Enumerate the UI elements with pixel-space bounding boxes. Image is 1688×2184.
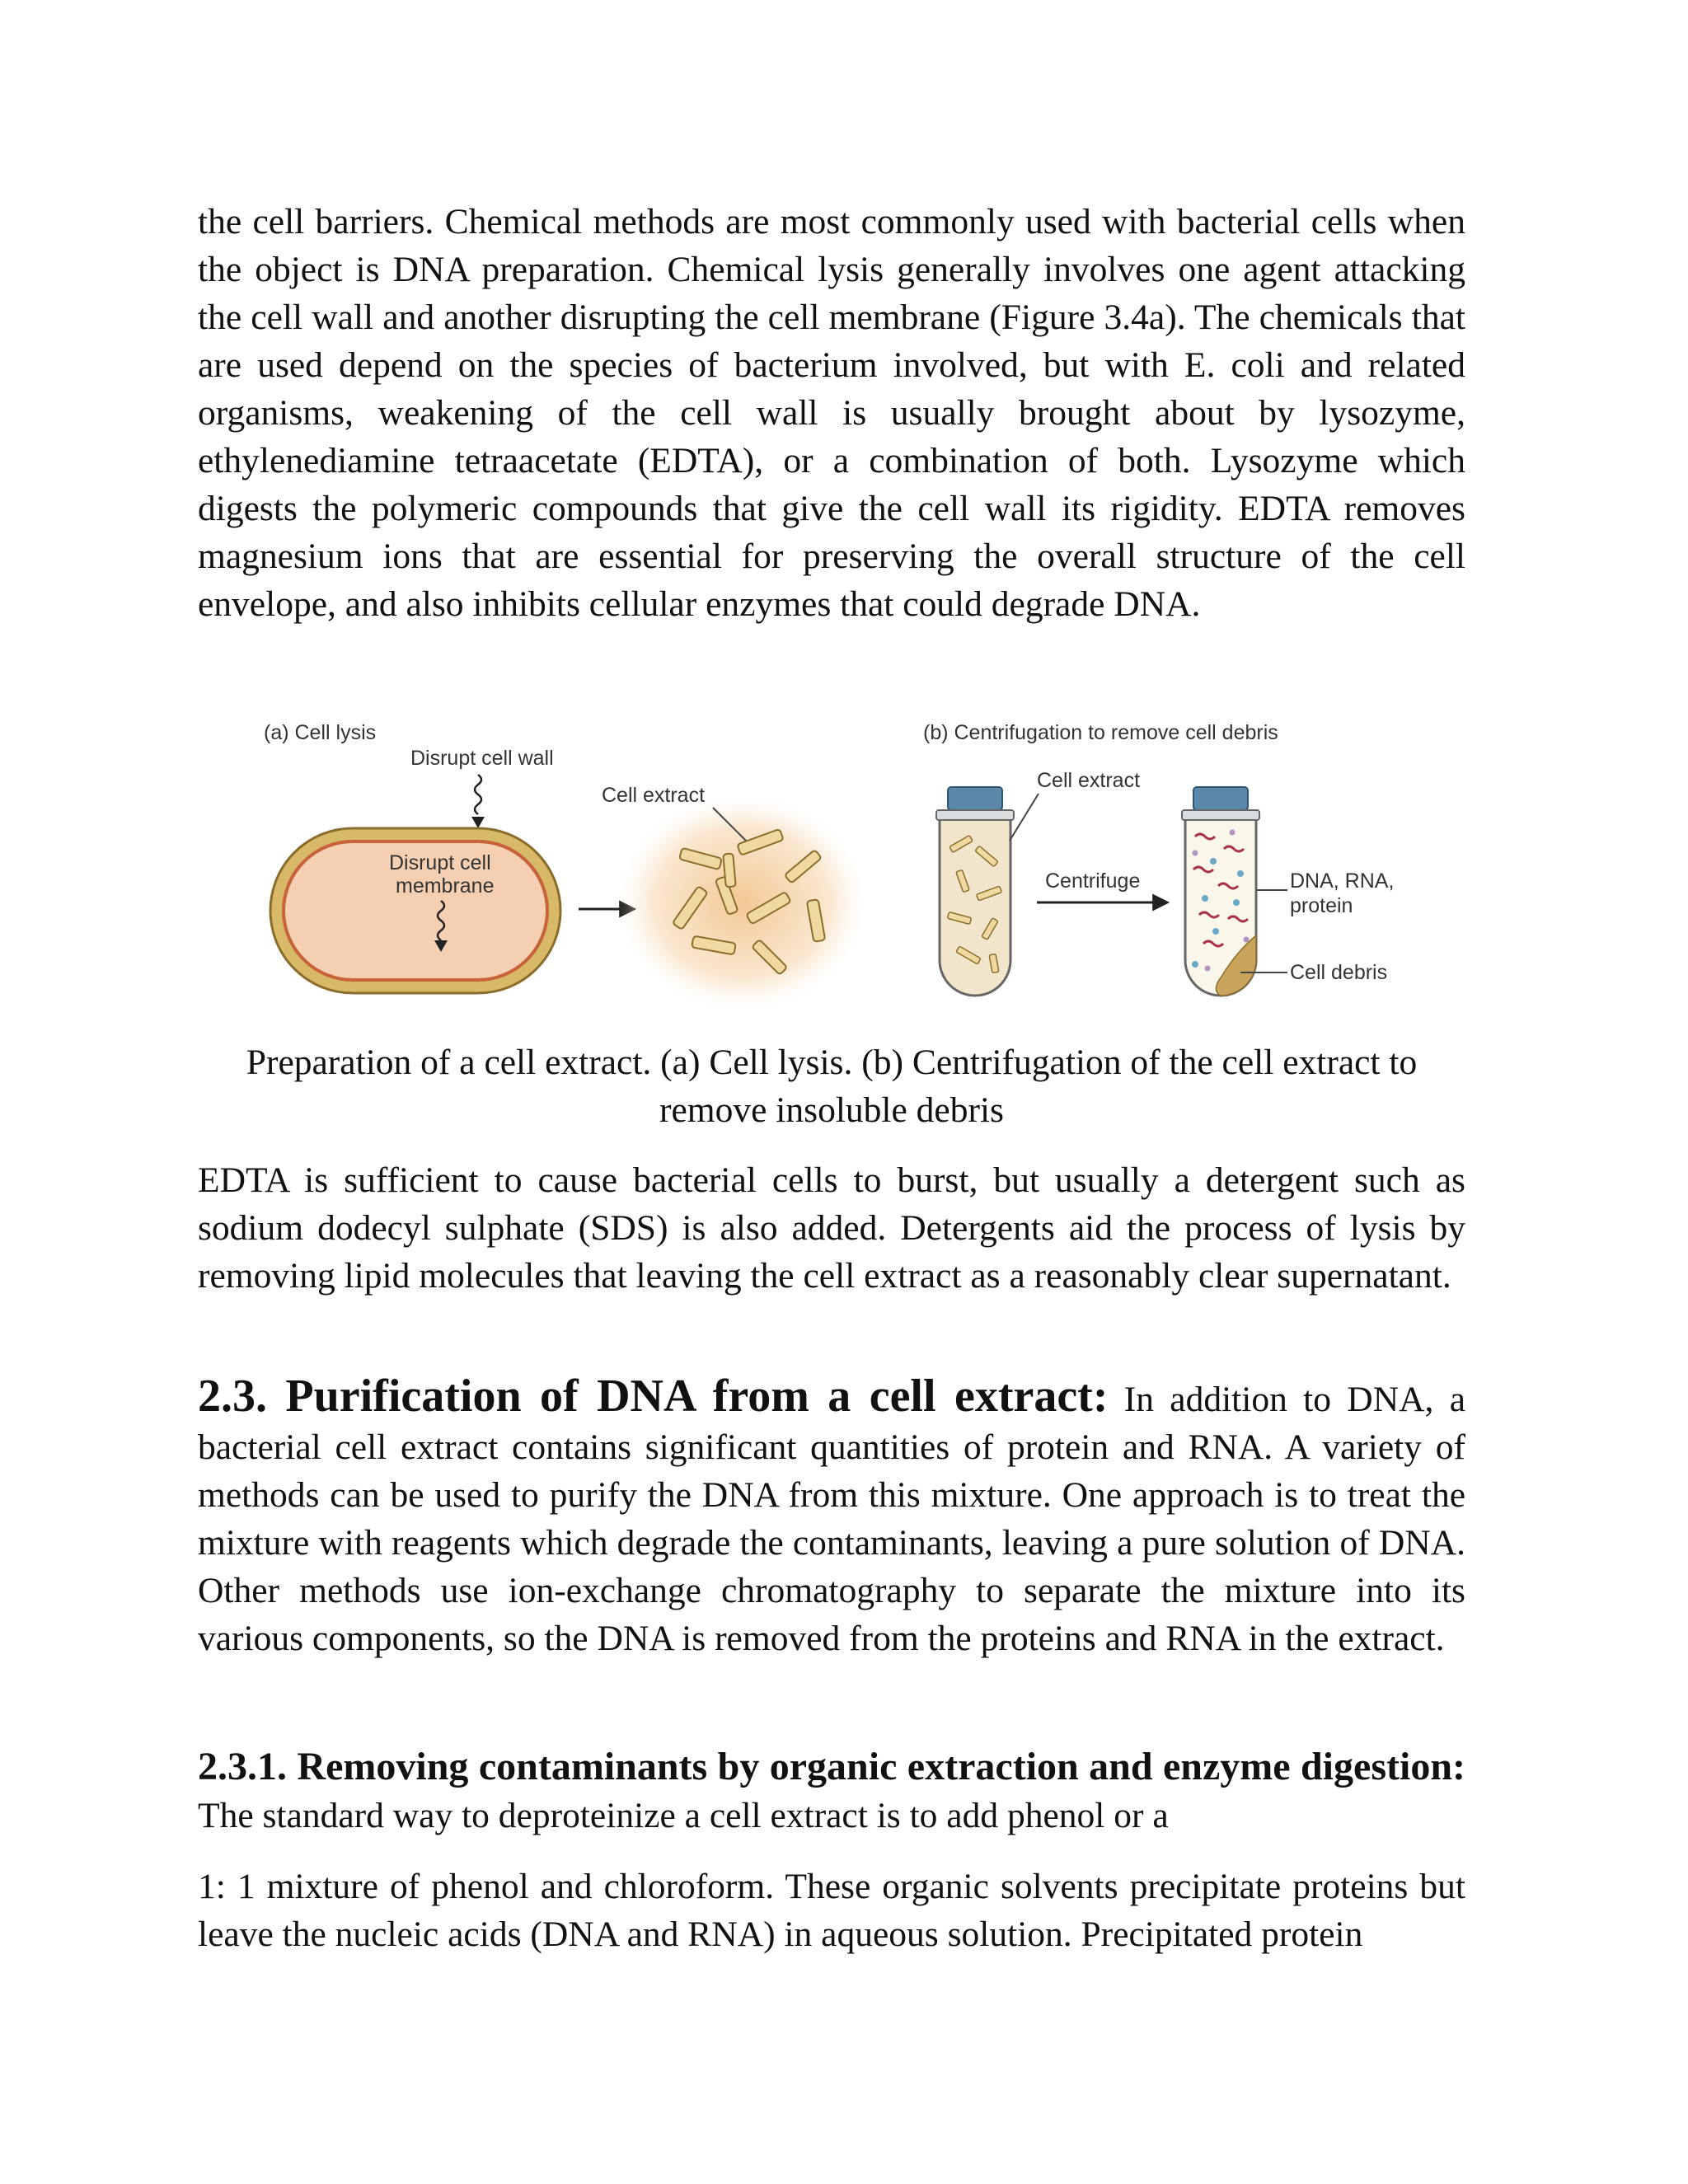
squiggle-arrow-cell-wall xyxy=(475,775,481,814)
figure-illustration xyxy=(247,705,1426,1010)
section-2-3-1-body: The standard way to deproteinize a cell extract is to add phenol or a xyxy=(198,1796,1169,1835)
label-cell-debris: Cell debris xyxy=(1290,961,1388,984)
arrowhead-cell-wall xyxy=(471,817,485,828)
section-2-3-1 xyxy=(198,1743,1465,1840)
panel-b-title: (b) Centrifugation to remove cell debris xyxy=(923,721,1278,744)
cell-extract-glow xyxy=(618,795,865,1010)
label-supernatant-2: protein xyxy=(1290,894,1353,917)
paragraph-edta-sds: EDTA is sufficient to cause bacterial cells to burst, but usually a detergent such as sodium dodecyl sulphate (SDS) is also added. Detergents aid the process of lysis by removing lipid molecules that leaving the cell extract as a reasonably clear supernatant. xyxy=(198,1160,1465,1296)
panel-a-title: (a) Cell lysis xyxy=(264,721,377,744)
figure-cell-extract-preparation xyxy=(247,705,1426,1010)
section-2-3-heading: 2.3. Purification of DNA from a cell extract: xyxy=(198,1371,1109,1422)
label-disrupt-membrane-2: membrane xyxy=(396,874,495,898)
label-disrupt-cell-wall: Disrupt cell wall xyxy=(410,747,554,770)
label-disrupt-membrane-1: Disrupt cell xyxy=(389,851,491,874)
paragraph-phenol-chloroform: 1: 1 mixture of phenol and chloroform. These organic solvents precipitate proteins but leave the nucleic acids (DNA and RNA) in aqueous solution. Precipitated protein xyxy=(198,1867,1465,1954)
figure-caption: Preparation of a cell extract. (a) Cell lysis. (b) Centrifugation of the cell extract to remove insoluble debris xyxy=(246,1043,1418,1130)
section-2-3-1-heading: 2.3.1. Removing contaminants by organic extraction and enzyme digestion: xyxy=(198,1745,1465,1788)
tube-before-centrifuge xyxy=(936,787,1014,996)
label-cell-extract-b: Cell extract xyxy=(1037,769,1141,792)
label-cell-extract-a: Cell extract xyxy=(602,784,706,807)
section-2-3-body: In addition to DNA, a bacterial cell extract contains significant quantities of protein and RNA. A variety of methods can be used to purify the DNA from this mixture. One approach is to treat the mixture with reagents which degrade the contaminants, leaving a pure solution of DNA. Other methods use ion-exchange chromatography to separate the mixture into its various components, so the DNA is removed from the proteins and RNA in the extract. xyxy=(198,1380,1465,1658)
paragraph-cell-lysis: the cell barriers. Chemical methods are most commonly used with bacterial cells when the object is DNA preparation. Chemical lysis generally involves one agent attacking the cell wall and another disrupting the cell membrane (Figure 3.4a). The chemicals that are used depend on the species of bacterium involved, but with E. coli and related organisms, weakening of the cell wall is usually brought about by lysozyme, ethylenediamine tetraacetate (EDTA), or a combination of both. Lysozyme which digests the polymeric compounds that give the cell wall its rigidity. EDTA removes magnesium ions that are essential for preserving the overall structure of the cell envelope, and also inhibits cellular enzymes that could degrade DNA. xyxy=(198,202,1465,624)
label-centrifuge: Centrifuge xyxy=(1045,869,1141,893)
label-supernatant-1: DNA, RNA, xyxy=(1290,869,1395,893)
section-2-3 xyxy=(198,1372,1465,1662)
tube-after-centrifuge xyxy=(1182,787,1259,996)
